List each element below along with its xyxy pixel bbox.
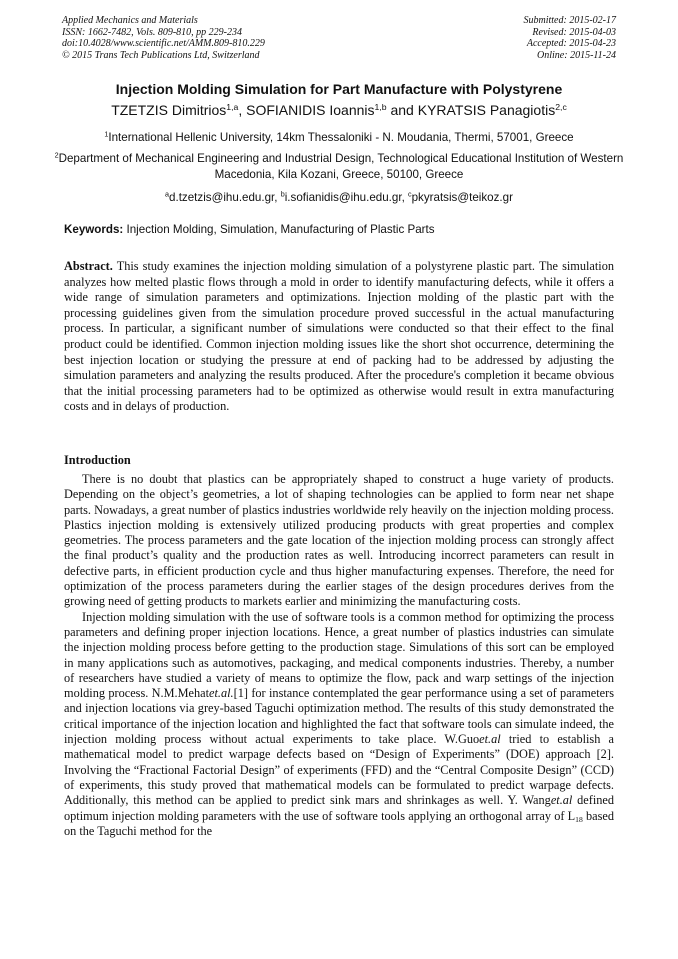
email-link[interactable]: d.tzetzis@ihu.edu.gr (169, 191, 275, 204)
revised-date: Revised: 2015-04-03 (532, 26, 616, 38)
paper-title: Injection Molding Simulation for Part Manufacture with Polystyrene (115, 81, 563, 97)
online-date: Online: 2015-11-24 (537, 49, 616, 61)
author-separator: , (238, 102, 247, 118)
affiliation-text: Department of Mechanical Engineering and Industrial Design, Technological Educational Institution of Western Macedonia, Kila Kozani, Greece, 50100, Greece (58, 152, 624, 181)
paragraph (64, 610, 614, 839)
paragraph-text: based on the Taguchi method for the (64, 808, 614, 838)
affiliation-2 (40, 151, 638, 183)
affiliation-1 (40, 130, 638, 146)
paragraph-text: [1] for instance contemplated the gear performance using a set of parameters and injection locations via grey-based Taguchi optimization method. The results of this study demonstrated the critical importance of the injection location and highlighted the fact that software tools can simulate indeed, the injection molding process without actual experiments to take place. W.Guo (64, 686, 614, 747)
author-superscript: 2,c (555, 101, 567, 112)
journal-info (62, 15, 382, 61)
journal-name: Applied Mechanics and Materials (62, 15, 198, 26)
submitted-date: Submitted: 2015-02-17 (523, 15, 616, 26)
abstract (64, 259, 614, 415)
introduction-body (64, 472, 614, 839)
journal-copyright: © 2015 Trans Tech Publications Ltd, Switzerland (62, 49, 260, 61)
author-emails (40, 190, 638, 206)
abstract-text: This study examines the injection molding simulation of a polystyrene plastic part. The simulation analyzes how melted plastic flows through a mold in order to identify manufacturing defects, while it offers a wide range of simulation parameters and optimizations. Injection molding of the plastic part with the processing guidelines given from the simulation procedure proved successful in the actual manufacturing process. In particular, a significant number of simulations were conducted so that their effect to the final product could be identified. Common injection molding issues like the short shot occurrence, determining the best injection location or studying the pressure at end of packing had to be addressed by adjusting the simulation parameters and analyzing the results produced. After the procedure's completion it became obvious that the initial processing parameters had to be optimized as otherwise would result in extra manufacturing costs and in delays of production. (64, 259, 614, 414)
email-link[interactable]: i.sofianidis@ihu.edu.gr (284, 191, 402, 204)
author-superscript: 1,a (226, 101, 239, 112)
author-name: TZETZIS Dimitrios (111, 102, 227, 118)
email-link[interactable]: pkyratsis@teikoz.gr (411, 191, 513, 204)
paragraph-text: defined optimum injection molding parameters with the use of software tools applying an orthogonal array of L (64, 793, 615, 823)
affiliation-superscript: 2 (54, 150, 59, 160)
et-al: et.al. (209, 686, 234, 701)
email-superscript: c (408, 189, 412, 199)
paragraph: There is no doubt that plastics can be appropriately shaped to construct a huge variety of products. Depending on the object’s geometries, a lot of shaping technologies can be applied to form near net shape parts. Nowadays, a great number of plastics industries worldwide rely heavily on the injection molding process. Plastics injection molding is extensively utilized producing products with great properties and complex geometries. The process parameters and the gate location of the injection molding process can strongly affect the final product’s quality and the production rates as well. Introducing incorrect parameters can result in defective parts, in efficient production cycle and thus higher manufacturing expenses. Therefore, the need for optimization of the process parameters during the earlier stages of the design procedures derives from the growing need of getting products to markets earlier and minimizing the manufacturing costs. (64, 472, 614, 609)
abstract-label: Abstract. (64, 259, 113, 273)
author-separator: and (386, 102, 418, 118)
affiliation-text: International Hellenic University, 14km Thessaloniki - N. Moudania, Thermi, 57001, Greece (108, 131, 574, 144)
introduction-heading: Introduction (64, 453, 131, 467)
et-al: et.al (479, 732, 501, 747)
paragraph-text: tried to establish a mathematical model to predict warpage defects based on “Design of Experiments” (DOE) approach [2]. Involving the “Fractional Factorial Design” of experiments (FFD) and the “Central Composite Design” (CCD) of experiments, this study proved that mathematical models can be formulated to predict warpage defects. Additionally, this method can be applied to predict sink mars and shrinkages as well. Y. Wang (64, 732, 614, 808)
author-list (30, 100, 648, 120)
journal-issn: ISSN: 1662-7482, Vols. 809-810, pp 229-234 (62, 26, 242, 38)
subscript: 18 (575, 814, 583, 824)
publication-dates (396, 15, 616, 61)
accepted-date: Accepted: 2015-04-23 (526, 38, 616, 50)
email-separator: , (274, 191, 281, 204)
keywords (64, 222, 614, 237)
paragraph-text: Injection molding simulation with the use of software tools is a common method for optimizing the process parameters and defining proper injection locations. Hence, a great number of plastics industries can simulate the injection molding process before getting to the production stage. Simulations of this sort can be employed in many applications such as automotives, packaging, and medical components industries. Thereby, a number of researchers have studied a variety of means to optimize the flow, pack and warp settings of the injection molding process. N.M.Mehat (64, 609, 614, 701)
author-name: SOFIANIDIS Ioannis (246, 102, 375, 118)
email-separator: , (401, 191, 409, 204)
email-superscript: b (280, 189, 285, 199)
keywords-label: Keywords: (64, 223, 124, 236)
email-superscript: a (165, 189, 170, 199)
et-al: et.al (550, 793, 573, 808)
keywords-text: Injection Molding, Simulation, Manufacturing of Plastic Parts (123, 223, 435, 236)
journal-doi[interactable]: doi:10.4028/www.scientific.net/AMM.809-810.229 (62, 38, 265, 50)
author-name: KYRATSIS Panagiotis (417, 102, 556, 118)
author-superscript: 1,b (374, 101, 387, 112)
affiliation-superscript: 1 (104, 129, 109, 139)
